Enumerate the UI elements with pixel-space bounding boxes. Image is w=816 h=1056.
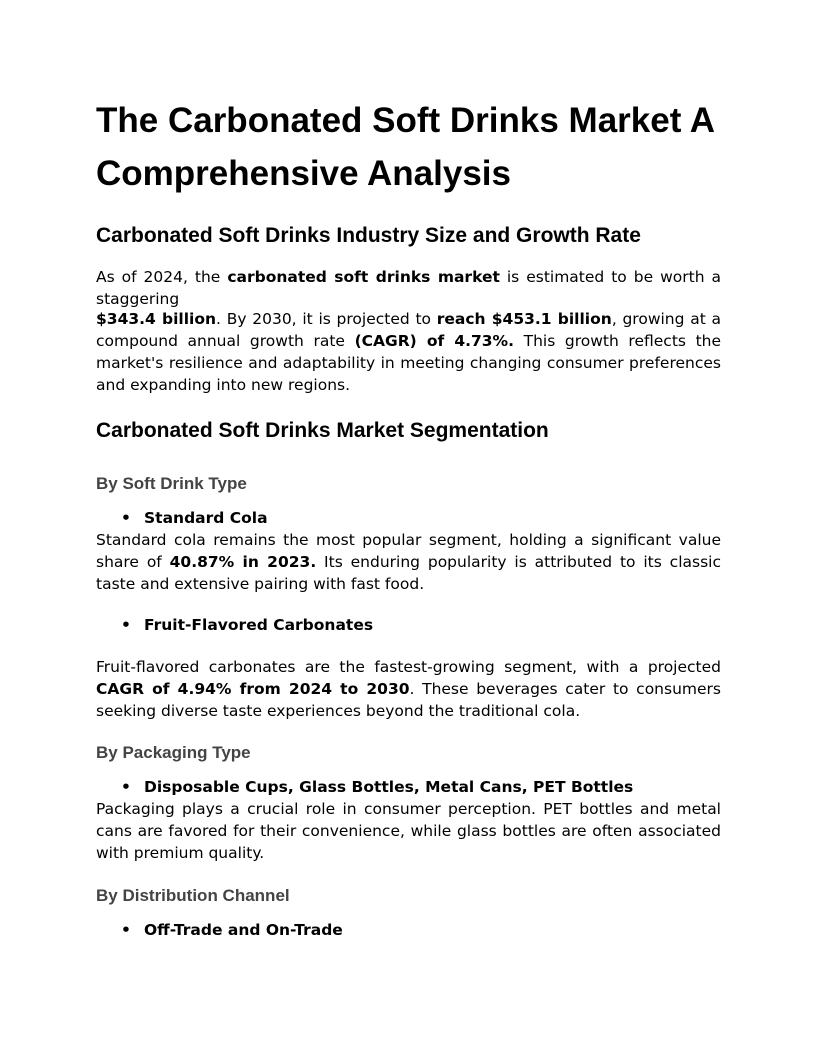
soft-drink-type-heading: By Soft Drink Type — [96, 474, 247, 493]
document-content — [96, 94, 722, 939]
segmentation-heading: Carbonated Soft Drinks Market Segmentation — [96, 419, 549, 442]
bullet-icon: • — [121, 616, 131, 634]
bullet-icon: • — [121, 778, 131, 796]
list-item-label: Off-Trade and On-Trade — [144, 921, 343, 939]
list-item-label: Standard Cola — [144, 509, 268, 527]
distribution-channel-heading: By Distribution Channel — [96, 886, 290, 905]
list-item-label: Fruit-Flavored Carbonates — [144, 616, 374, 634]
standard-cola-paragraph: Standard cola remains the most popular segment, holding a significant value share of 40.87% in 2023. Its enduring popularity is attributed to its classic taste and extensive pairing with fast food. — [96, 531, 721, 593]
industry-size-paragraph-intro: As of 2024, the carbonated soft drinks market is estimated to be worth a staggering — [96, 268, 721, 308]
packaging-paragraph: Packaging plays a crucial role in consumer perception. PET bottles and metal cans are favored for their convenience, while glass bottles are often associated with premium quality. — [96, 800, 721, 862]
industry-size-heading: Carbonated Soft Drinks Industry Size and Growth Rate — [96, 224, 641, 247]
bullet-icon: • — [121, 509, 131, 527]
fruit-flavored-paragraph: Fruit-flavored carbonates are the fastest-growing segment, with a projected CAGR of 4.94% from 2024 to 2030. These beverages cater to consumers seeking diverse taste experiences beyond the traditional cola. — [96, 658, 721, 720]
list-item-label: Disposable Cups, Glass Bottles, Metal Cans, PET Bottles — [144, 778, 634, 796]
packaging-type-heading: By Packaging Type — [96, 743, 251, 762]
bullet-icon: • — [121, 921, 131, 939]
industry-size-paragraph-body: $343.4 billion. By 2030, it is projected to reach $453.1 billion, growing at a compound annual growth rate (CAGR) of 4.73%. This growth reflects the market's resilience and adaptability in meeting changing consumer preferences and expanding into new regions. — [96, 310, 722, 394]
page-title: The Carbonated Soft Drinks Market A Comprehensive Analysis — [96, 101, 714, 193]
